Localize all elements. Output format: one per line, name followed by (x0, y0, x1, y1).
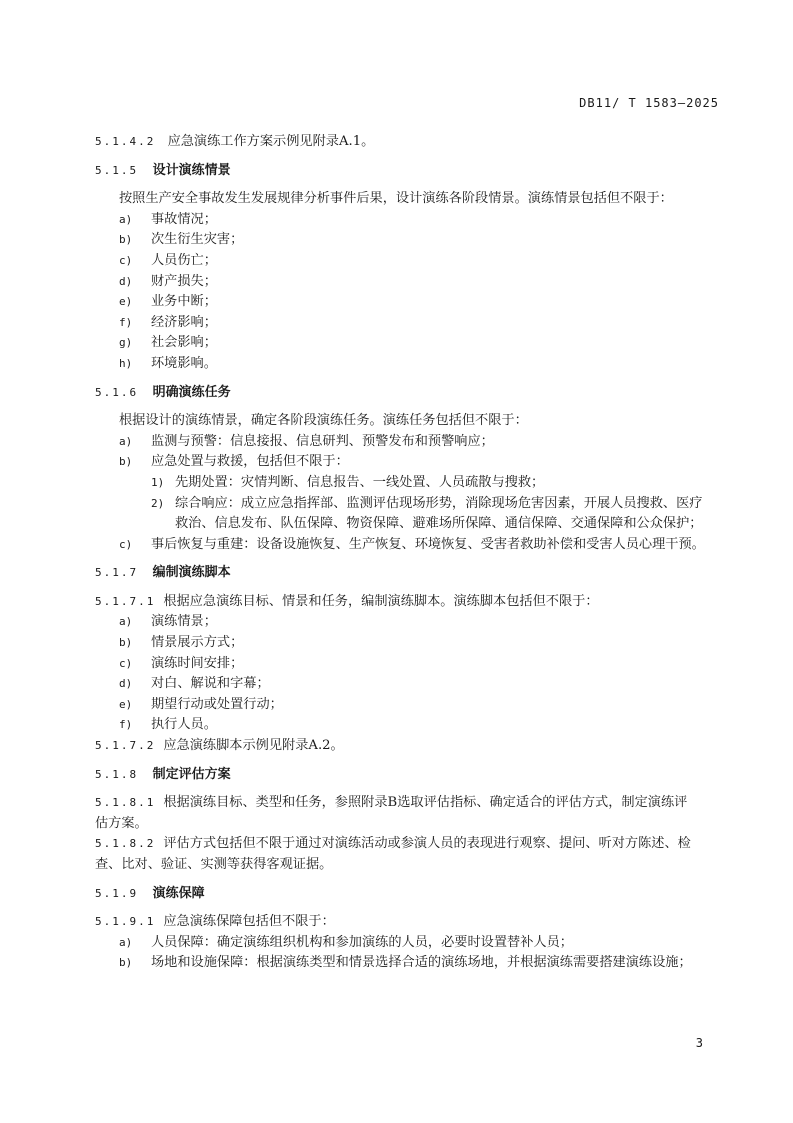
document-code: DB11/ T 1583—2025 (579, 96, 719, 110)
list-item: g) 社会影响； (119, 335, 217, 351)
list-item: c) 演练时间安排； (119, 655, 244, 671)
clause-number: 5.1.8.2 (95, 837, 156, 851)
clause-5-1-4-2 (95, 132, 720, 153)
section-heading-5-1-8 (95, 765, 720, 786)
clause-text: 评估方式包括但不限于通过对演练活动或参演人员的表现进行观察、提问、听对方陈述、检 (163, 836, 691, 852)
section-number: 5.1.6 (95, 385, 139, 399)
clause-continuation: 查、比对、验证、实测等获得客观证据。 (95, 857, 333, 872)
clause-text: 应急演练保障包括但不限于： (163, 914, 335, 930)
section-title: 制定评估方案 (152, 766, 231, 782)
clause-text: 应急演练工作方案示例见附录A.1。 (167, 134, 375, 149)
list-item: a) 演练情景； (119, 614, 217, 630)
clause-text: 根据应急演练目标、情景和任务，编制演练脚本。演练脚本包括但不限于： (163, 593, 599, 609)
clause-number: 5.1.7.2 (95, 739, 156, 753)
list-item: c) 人员伤亡； (119, 252, 217, 268)
paragraph: 按照生产安全事故发生发展规律分析事件后果，设计演练各阶段情景。演练情景包括但不限于： (119, 191, 673, 207)
clause-5-1-8-1 (95, 793, 720, 814)
list-item: d) 财产损失； (119, 273, 217, 289)
clause-continuation: 估方案。 (95, 815, 148, 831)
section-heading-5-1-5 (95, 161, 720, 182)
list-5-1-5 (95, 210, 720, 375)
section-number: 5.1.8 (95, 767, 139, 781)
sub-list-item: 1) 先期处置：灾情判断、信息报告、一线处置、人员疏散与搜救； (151, 474, 545, 490)
clause-5-1-7-2 (95, 736, 720, 757)
clause-5-1-8-2 (95, 834, 720, 855)
section-heading-5-1-9 (95, 884, 720, 905)
paragraph: 根据设计的演练情景，确定各阶段演练任务。演练任务包括但不限于： (119, 413, 528, 429)
section-title: 演练保障 (152, 885, 205, 901)
section-number: 5.1.5 (95, 163, 139, 177)
clause-number: 5.1.9.1 (95, 915, 156, 929)
list-item: b) 应急处置与救援，包括但不限于： (119, 454, 349, 470)
list-item: b) 次生衍生灾害； (119, 232, 244, 248)
page-number: 3 (695, 1036, 703, 1050)
list-item: a) 事故情况； (119, 211, 217, 227)
section-heading-5-1-6 (95, 383, 720, 404)
section-title: 编制演练脚本 (152, 565, 231, 581)
list-item: d) 对白、解说和字幕； (119, 676, 270, 692)
list-item: f) 执行人员。 (119, 717, 217, 733)
clause-text: 根据演练目标、类型和任务，参照附录B选取评估指标、确定适合的评估方式，制定演练评 (163, 795, 688, 811)
clause-number: 5.1.8.1 (95, 796, 156, 810)
section-heading-5-1-7 (95, 563, 720, 584)
list-item: e) 业务中断； (119, 294, 217, 310)
list-item: f) 经济影响； (119, 314, 217, 330)
section-title: 明确演练任务 (152, 384, 231, 400)
clause-number: 5.1.7.1 (95, 594, 156, 608)
clause-text: 应急演练脚本示例见附录A.2。 (163, 738, 344, 754)
list-item: e) 期望行动或处置行动； (119, 696, 283, 712)
clause-5-1-9-1 (95, 912, 720, 933)
list-item: b) 情景展示方式； (119, 635, 244, 651)
document-body (95, 130, 720, 974)
sub-list-item: 2) 综合响应：成立应急指挥部、监测评估现场形势，消除现场危害因素，开展人员搜救、医疗救治、信息发布、队伍保障、物资保障、避难场所保障、通信保障、交通保障和公众保护； (151, 495, 703, 532)
section-title: 设计演练情景 (152, 162, 231, 178)
clause-5-1-7-1 (95, 592, 720, 613)
list-item: a) 监测与预警：信息接报、信息研判、预警发布和预警响应； (119, 433, 494, 449)
clause-number: 5.1.4.2 (95, 135, 156, 148)
section-number: 5.1.9 (95, 886, 139, 900)
section-number: 5.1.7 (95, 566, 139, 580)
list-item: c) 事后恢复与重建：设备设施恢复、生产恢复、环境恢复、受害者救助补偿和受害人员心理干预。 (119, 536, 705, 552)
list-item: a) 人员保障：确定演练组织机构和参加演练的人员，必要时设置替补人员； (119, 934, 573, 950)
list-item: h) 环境影响。 (119, 355, 217, 371)
list-item: b) 场地和设施保障：根据演练类型和情景选择合适的演练场地，并根据演练需要搭建演练设施； (119, 955, 692, 971)
